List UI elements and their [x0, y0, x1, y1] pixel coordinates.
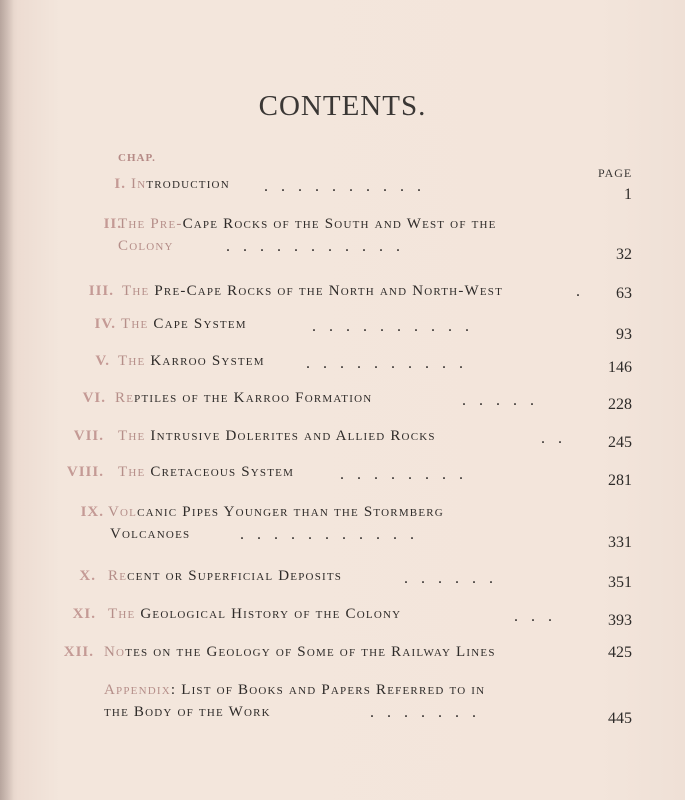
- page-number: 331: [608, 534, 632, 551]
- leader-dots: ..: [541, 430, 575, 447]
- chapter-title-rest: Cretaceous System: [150, 464, 295, 480]
- chapter-title-lead: The Pre-: [118, 216, 183, 232]
- chapter-number: XII.: [63, 644, 94, 660]
- chapter-title: [108, 504, 444, 521]
- chapter-title-rest: Pre-Cape Rocks of the North and North-West: [154, 283, 504, 299]
- leader-dots: ..........: [264, 178, 434, 195]
- chapter-number: IX.: [80, 504, 104, 520]
- leader-dots: ..........: [306, 355, 476, 372]
- chapter-title-rest: canic Pipes Younger than the Stormberg: [137, 504, 444, 520]
- chapter-column-label: CHAP.: [118, 152, 156, 164]
- chapter-title-lead: The: [118, 353, 151, 369]
- leader-dots: .....: [462, 392, 547, 409]
- page-number: 245: [608, 434, 632, 451]
- chapter-title-lead: Re: [115, 390, 135, 406]
- page-title: CONTENTS.: [258, 90, 427, 122]
- chapter-title: [122, 283, 503, 300]
- chapter-title: [108, 606, 401, 623]
- chapter-title-rest: Cape System: [153, 316, 247, 332]
- chapter-title: [118, 216, 497, 233]
- chapter-title-rest: ptiles of the Karroo Formation: [134, 390, 373, 406]
- chapter-title-rest: Karroo System: [150, 353, 265, 369]
- chapter-title-lead: The: [118, 428, 151, 444]
- page-number: 146: [608, 359, 632, 376]
- chapter-title: [108, 568, 342, 585]
- appendix-title: [104, 682, 485, 699]
- page-number: 228: [608, 396, 632, 413]
- chapter-title-lead: In: [131, 176, 147, 192]
- chapter-number: IV.: [94, 316, 116, 332]
- page-number: 281: [608, 472, 632, 489]
- chapter-title-line2: Volcanoes: [110, 526, 191, 542]
- chapter-title-lead: Vol: [108, 504, 138, 520]
- leader-dots: .......: [370, 704, 489, 721]
- chapter-title: [118, 428, 436, 445]
- chapter-title-rest: cent or Superficial Deposits: [127, 568, 343, 584]
- chapter-title-lead: The: [108, 606, 141, 622]
- chapter-number: I.: [114, 176, 126, 192]
- chapter-number: XI.: [72, 606, 96, 622]
- chapter-title-rest: tes on the Geology of Some of the Railway Lines: [125, 644, 496, 660]
- page-number: 32: [616, 246, 632, 263]
- page-number: 445: [608, 710, 632, 727]
- leader-dots: ...........: [226, 238, 413, 255]
- leader-dots: .: [576, 283, 593, 300]
- chapter-title-lead: The: [121, 316, 154, 332]
- leader-dots: ......: [404, 570, 506, 587]
- chapter-title-rest: Cape Rocks of the South and West of the: [182, 216, 497, 232]
- chapter-number: II.: [103, 216, 122, 232]
- chapter-title: [118, 353, 265, 370]
- chapter-title-lead: No: [104, 644, 126, 660]
- page-number: 351: [608, 574, 632, 591]
- chapter-title-rest: Intrusive Dolerites and Allied Rocks: [150, 428, 436, 444]
- page-number: 63: [616, 285, 632, 302]
- chapter-title-lead: Re: [108, 568, 128, 584]
- chapter-title-line2: Colony: [118, 238, 174, 254]
- chapter-number: X.: [79, 568, 96, 584]
- page-number: 393: [608, 612, 632, 629]
- chapter-number: VII.: [73, 428, 104, 444]
- chapter-title: [118, 464, 294, 481]
- chapter-number: III.: [88, 283, 114, 299]
- chapter-title: [104, 644, 496, 661]
- chapter-title-rest: troduction: [146, 176, 230, 192]
- chapter-number: V.: [95, 353, 110, 369]
- page-column-label: PAGE: [598, 166, 633, 180]
- chapter-title-rest: Geological History of the Colony: [140, 606, 402, 622]
- chapter-title-lead: The: [118, 464, 151, 480]
- leader-dots: ..........: [312, 318, 482, 335]
- leader-dots: ...: [514, 608, 565, 625]
- chapter-title: [121, 316, 247, 333]
- leader-dots: ........: [340, 466, 476, 483]
- chapter-title: [131, 176, 230, 193]
- chapter-title-lead: The: [122, 283, 155, 299]
- appendix-title-lead: Appendix: [104, 682, 171, 698]
- leader-dots: ...........: [240, 526, 427, 543]
- page-number: 1: [624, 186, 632, 203]
- page-number: 93: [616, 326, 632, 343]
- appendix-title-rest: : List of Books and Papers Referred to in: [170, 682, 486, 698]
- page-number: 425: [608, 644, 632, 661]
- chapter-number: VIII.: [66, 464, 104, 480]
- chapter-title: [115, 390, 372, 407]
- chapter-number: VI.: [82, 390, 106, 406]
- appendix-title-line2: the Body of the Work: [104, 704, 271, 720]
